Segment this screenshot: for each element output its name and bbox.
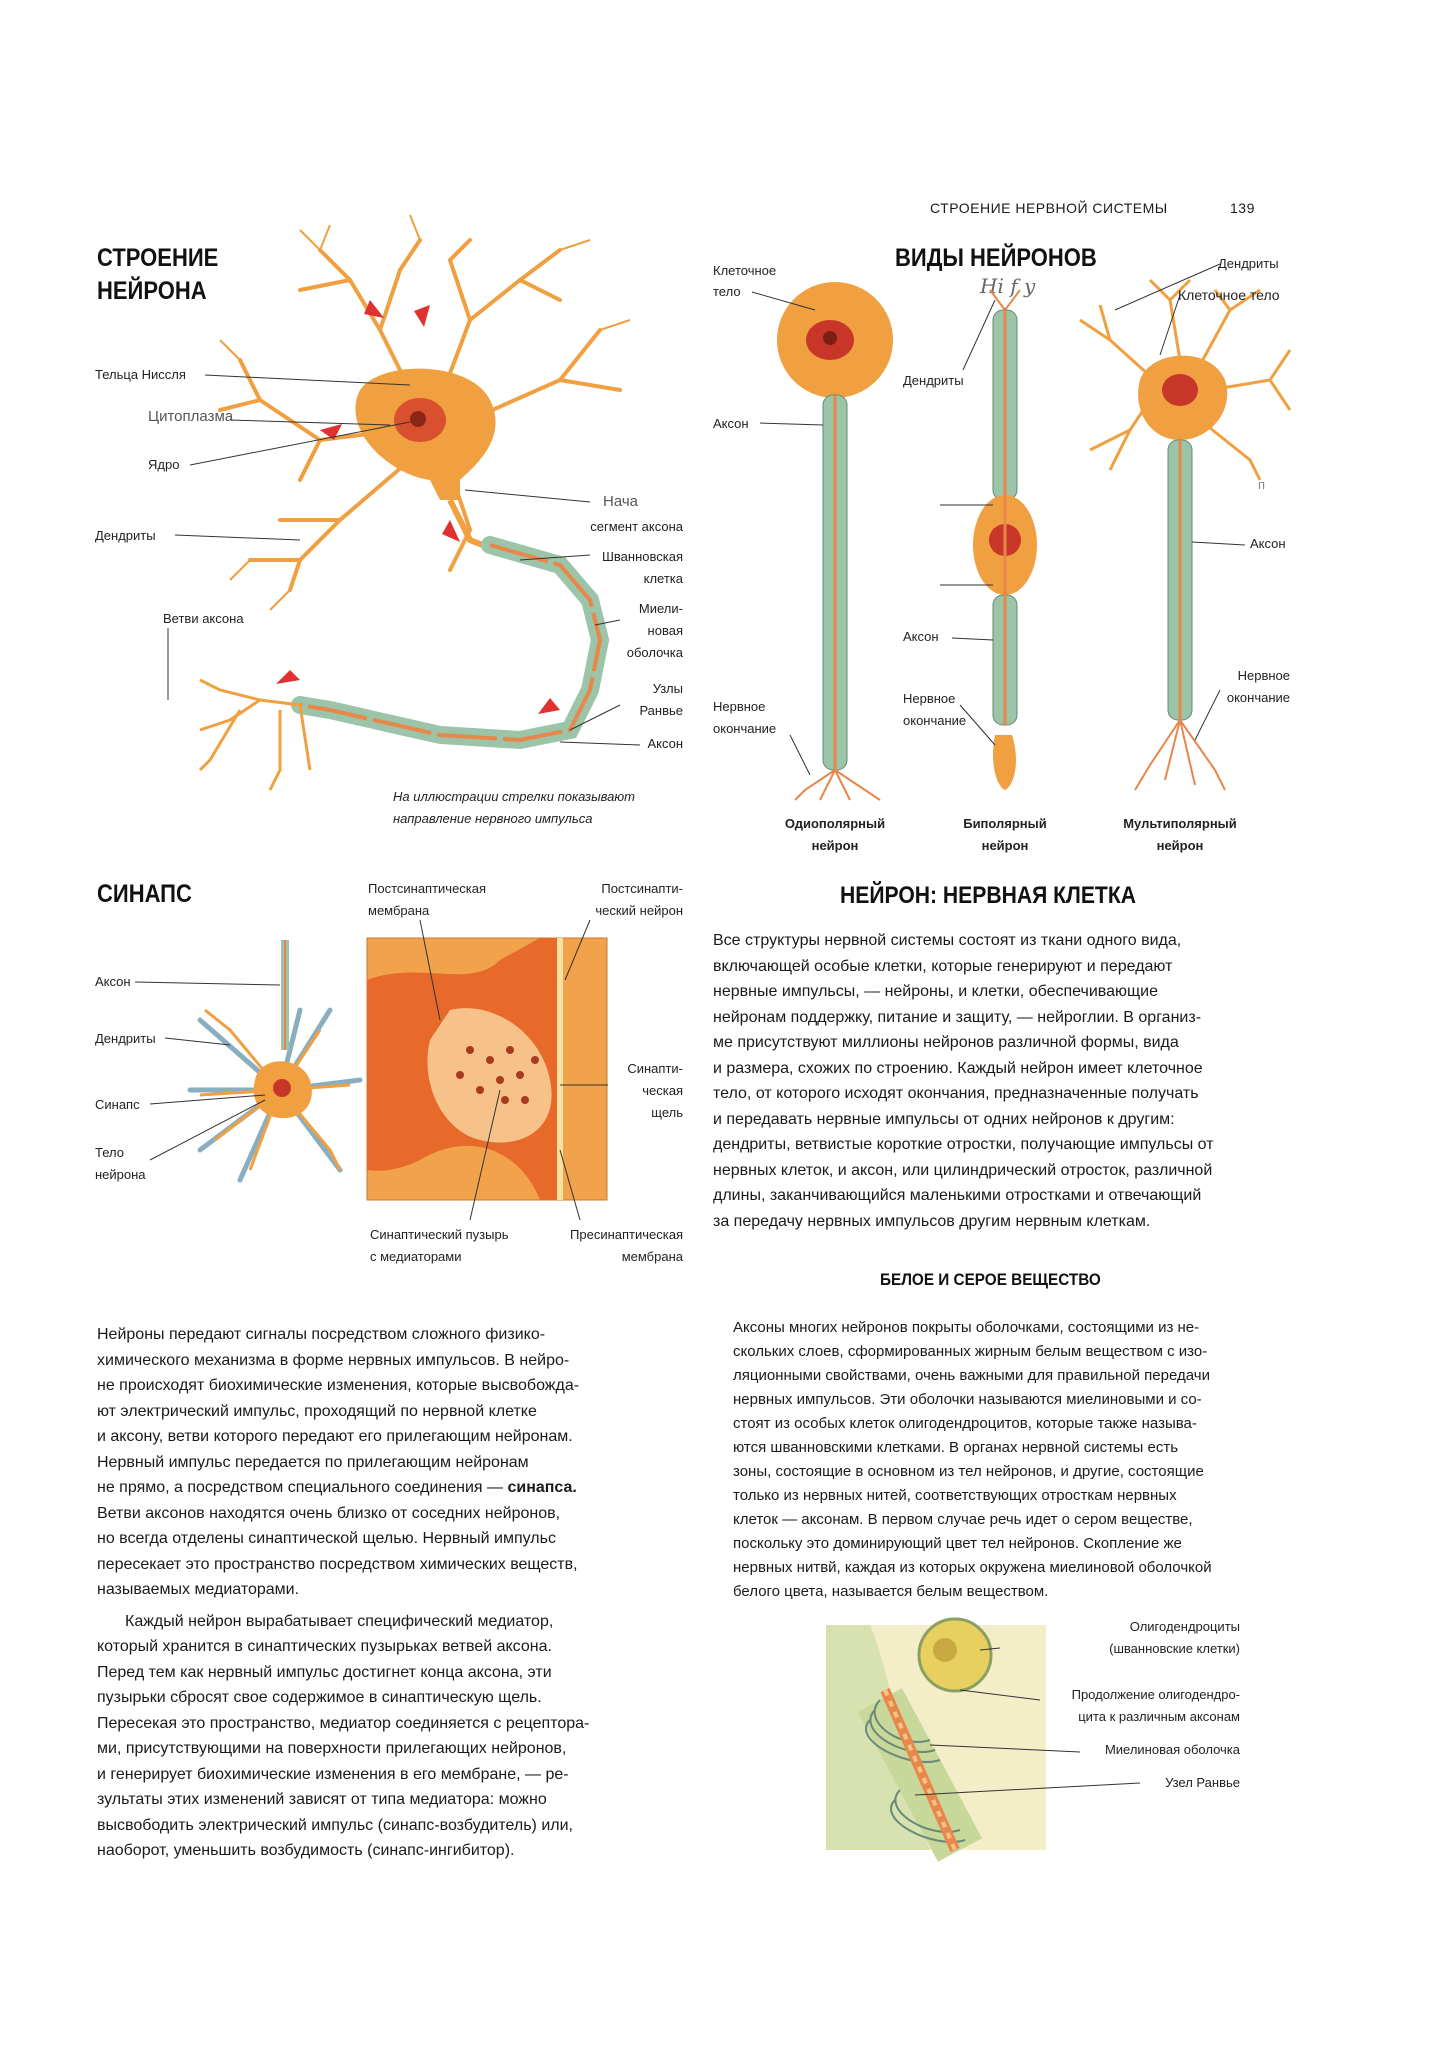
left-text-line: Каждый нейрон вырабатывает специфический медиатор, xyxy=(125,1612,554,1630)
label-bi-ending-2: окончание xyxy=(903,713,967,728)
left-text-line: химического механизма в форме нервных импульсов. В нейро- xyxy=(97,1351,570,1369)
matter-line: поскольку это доминирующий цвет тел нейронов. Скопление же xyxy=(733,1535,1182,1552)
label-uni-cell-body-2: тело xyxy=(713,284,741,299)
myelin-label-oligo-1: Олигодендроциты xyxy=(1129,1619,1240,1634)
label-myelin-3: оболочка xyxy=(626,645,683,660)
left-text-line: высвободить электрический импульс (синапс-возбудитель) или, xyxy=(97,1816,573,1834)
synapse-label-vesicle-1: Синаптический пузырь xyxy=(370,1227,509,1242)
matter-title: БЕЛОЕ И СЕРОЕ ВЕЩЕСТВО xyxy=(880,1270,1101,1289)
left-text-line: ми, присутствующими на поверхности прилегающих нейронов, xyxy=(97,1740,567,1757)
synapse-label-vesicle-2: с медиаторами xyxy=(370,1249,462,1264)
label-multi-cell-body: Клеточное тело xyxy=(1178,287,1280,303)
label-initial-segment-2: сегмент аксона xyxy=(590,519,683,534)
myelin-label-node: Узел Ранвье xyxy=(1165,1775,1240,1790)
label-stray: п xyxy=(1258,477,1266,492)
label-nissl: Тельца Ниссля xyxy=(95,367,186,382)
type-multi-name-1: Мультиполярный xyxy=(1123,816,1237,831)
label-nucleus: Ядро xyxy=(148,457,180,472)
nerve-cell-line: нейронам поддержку, питание и защиту, — нейроглии. В организ- xyxy=(713,1008,1202,1026)
synapse-label-dendrites: Дендриты xyxy=(95,1031,156,1046)
synapse-label-synapse: Синапс xyxy=(95,1097,140,1112)
caption-line2: направление нервного импульса xyxy=(393,811,593,826)
label-uni-ending-1: Нервное xyxy=(713,699,766,714)
label-schwann-2: клетка xyxy=(643,571,683,586)
left-text-line: ют электрический импульс, проходящий по нервной клетке xyxy=(97,1402,537,1420)
matter-line: нервных нитвй, каждая из которых окружена миелиновой оболочкой xyxy=(733,1559,1212,1576)
left-text-line: Нейроны передают сигналы посредством сложного физико- xyxy=(97,1326,546,1343)
matter-line: ляционными свойствами, очень важными для правильной передачи xyxy=(733,1367,1210,1384)
label-schwann-1: Шванновская xyxy=(602,549,683,564)
nerve-cell-line: длины, заканчивающийся маленькими отростками и отвечающий xyxy=(713,1187,1202,1204)
synapse-label-body-1: Тело xyxy=(95,1145,124,1160)
label-axon-branches: Ветви аксона xyxy=(163,611,244,626)
left-text-line xyxy=(97,1475,677,1501)
myelin-label-sheath: Миелиновая оболочка xyxy=(1104,1742,1240,1757)
nerve-cell-line: включающей особые клетки, которые генерируют и передают xyxy=(713,957,1173,975)
type-uni-name-1: Одиополярный xyxy=(784,816,886,831)
label-multi-ending-1: Нервное xyxy=(1237,668,1290,683)
structure-title-line1: СТРОЕНИЕ xyxy=(97,244,219,272)
label-initial-segment-1: Нача xyxy=(603,493,639,510)
caption-line1: На иллюстрации стрелки показывают xyxy=(393,789,635,804)
left-text-line: не происходят биохимические изменения, которые высвобожда- xyxy=(97,1377,580,1394)
nerve-cell-line: и передавать нервные импульсы от одних нейронов к другим: xyxy=(713,1110,1175,1128)
left-text-line: Ветви аксонов находятся очень близко от соседних нейронов, xyxy=(97,1504,561,1522)
type-uni-name-2: нейрон xyxy=(811,838,859,853)
left-text-line: который хранится в синаптических пузырьках ветвей аксона. xyxy=(97,1638,552,1655)
label-uni-cell-body-1: Клеточное xyxy=(713,263,777,278)
myelin-label-ext-2: цита к различным аксонам xyxy=(1078,1709,1240,1724)
left-text-line: наоборот, уменьшить возбудимость (синапс-ингибитор). xyxy=(97,1842,515,1859)
matter-line: клеток — аксонам. В первом случае речь идет о сером веществе, xyxy=(733,1511,1193,1528)
label-multi-axon: Аксон xyxy=(1250,536,1286,551)
label-bi-axon: Аксон xyxy=(903,629,939,644)
synapse-label-post-neuron-2: ческий нейрон xyxy=(595,903,683,918)
label-cytoplasm: Цитоплазма xyxy=(148,408,234,425)
left-text-line: называемых медиаторами. xyxy=(97,1581,300,1598)
nerve-cell-line: тело, от которого исходят окончания, предназначенные получать xyxy=(713,1085,1199,1102)
matter-line: ются шванновскими клетками. В органах нервной системы есть xyxy=(733,1439,1179,1456)
matter-line: только из нервных нитей, соответствующих отросткам нервных xyxy=(733,1487,1177,1504)
label-axon: Аксон xyxy=(647,736,683,751)
page-number: 139 xyxy=(1230,200,1255,216)
synapse-label-post-neuron-1: Постсинапти- xyxy=(601,881,683,896)
handwriting-note: Hi f y xyxy=(980,274,1036,298)
left-text-line: пузырьки сбросят свое содержимое в синаптическую щель. xyxy=(97,1689,542,1706)
nerve-cell-line: и размера, схожих по строению. Каждый нейрон имеет клеточное xyxy=(713,1059,1203,1077)
left-text-line: Перед тем как нервный импульс достигнет конца аксона, эти xyxy=(97,1663,552,1681)
synapse-term: синапса. xyxy=(507,1479,577,1496)
left-text-pre: не прямо, а посредством специального соединения — xyxy=(97,1479,508,1496)
synapse-label-cleft-1: Синапти- xyxy=(627,1061,683,1076)
running-title: СТРОЕНИЕ НЕРВНОЙ СИСТЕМЫ xyxy=(930,200,1168,216)
label-ranvier-2: Ранвье xyxy=(639,703,683,718)
nerve-cell-line: ме присутствуют миллионы нейронов различной формы, вида xyxy=(713,1034,1179,1051)
label-bi-dendrites: Дендриты xyxy=(903,373,964,388)
label-ranvier-1: Узлы xyxy=(652,681,683,696)
nerve-cell-line: за передачу нервных импульсов другим нервным клеткам. xyxy=(713,1212,1151,1230)
synapse-label-post-membrane-1: Постсинаптическая xyxy=(368,881,487,896)
label-myelin-1: Миели- xyxy=(638,601,683,616)
label-uni-axon: Аксон xyxy=(713,416,749,431)
synapse-label-post-membrane-2: мембрана xyxy=(368,903,430,918)
label-dendrites: Дендриты xyxy=(95,528,156,543)
label-myelin-2: новая xyxy=(647,623,683,638)
type-bi-name-1: Биполярный xyxy=(963,816,1047,831)
left-text-line: и аксону, ветви которого передают его прилегающим нейронам. xyxy=(97,1428,573,1445)
synapse-label-cleft-2: ческая xyxy=(642,1083,683,1098)
left-text-line: и генерирует биохимические изменения в его мембране, — ре- xyxy=(97,1765,569,1783)
nerve-cell-line: дендриты, ветвистые короткие отростки, получающие импульсы от xyxy=(713,1136,1214,1153)
nerve-cell-line: Все структуры нервной системы состоят из ткани одного вида, xyxy=(713,932,1182,949)
nerve-cell-line: нервные импульсы, — нейроны, и клетки, обеспечивающие xyxy=(713,983,1158,1000)
matter-line: зоны, состоящие в основном из тел нейронов, и другие, состоящие xyxy=(733,1463,1204,1480)
structure-title-line2: НЕЙРОНА xyxy=(97,277,207,305)
matter-line: Аксоны многих нейронов покрыты оболочками, состоящими из не- xyxy=(733,1319,1200,1336)
left-text-line: Нервный импульс передается по прилегающим нейронам xyxy=(97,1453,529,1471)
synapse-label-cleft-3: щель xyxy=(651,1105,683,1120)
label-uni-ending-2: окончание xyxy=(713,721,777,736)
myelin-label-ext-1: Продолжение олигодендро- xyxy=(1071,1687,1240,1702)
matter-line: стоят из особых клеток олигодендроцитов, которые также называ- xyxy=(733,1415,1197,1432)
label-multi-ending-2: окончание xyxy=(1226,690,1290,705)
nerve-cell-title: НЕЙРОН: НЕРВНАЯ КЛЕТКА xyxy=(840,882,1136,909)
types-title: ВИДЫ НЕЙРОНОВ xyxy=(895,244,1097,272)
matter-line: белого цвета, называется белым веществом. xyxy=(733,1583,1049,1600)
left-text-line: но всегда отделены синаптической щелью. Нервный импульс xyxy=(97,1530,556,1547)
type-multi-name-2: нейрон xyxy=(1156,838,1204,853)
left-text-line: Пересекая это пространство, медиатор соединяется с рецептора- xyxy=(97,1714,590,1732)
synapse-label-axon: Аксон xyxy=(95,974,131,989)
label-multi-dendrites: Дендриты xyxy=(1218,256,1279,271)
matter-line: нервных импульсов. Эти оболочки называются миелиновыми и со- xyxy=(733,1391,1202,1408)
synapse-label-pre-membrane-1: Пресинаптическая xyxy=(570,1227,683,1242)
left-text-line: пересекает это пространство посредством химических веществ, xyxy=(97,1555,578,1573)
label-bi-ending-1: Нервное xyxy=(903,691,956,706)
synapse-label-pre-membrane-2: мембрана xyxy=(621,1249,683,1264)
synapse-title: СИНАПС xyxy=(97,880,192,908)
nerve-cell-line: нервных клеток, и аксон, или цилиндрический отросток, различной xyxy=(713,1161,1213,1179)
left-text-line: зультаты этих изменений зависят от типа медиатора: можно xyxy=(97,1791,547,1808)
left-text xyxy=(97,1322,677,1864)
synapse-label-body-2: нейрона xyxy=(95,1167,146,1182)
myelin-label-oligo-2: (шванновские клетки) xyxy=(1109,1641,1240,1656)
type-bi-name-2: нейрон xyxy=(981,838,1029,853)
matter-line: скольких слоев, сформированных жирным белым веществом с изо- xyxy=(733,1343,1208,1360)
